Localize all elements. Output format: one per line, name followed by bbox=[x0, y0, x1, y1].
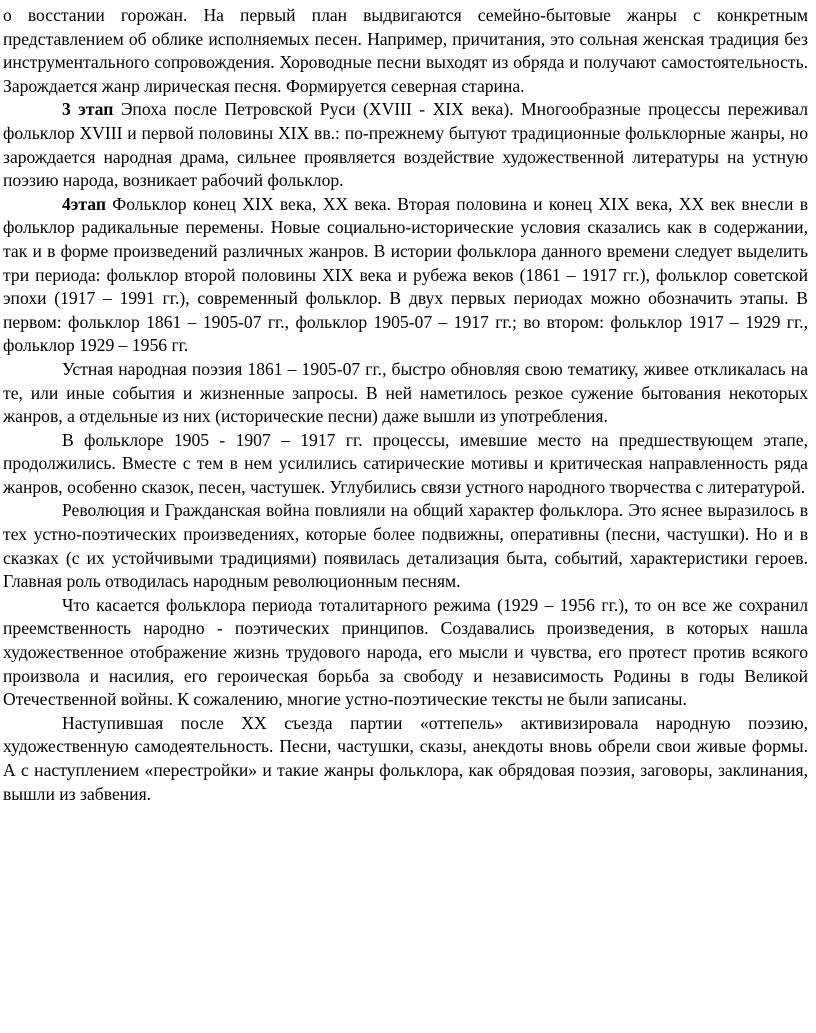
paragraph-stage-3 bbox=[3, 98, 808, 192]
stage-label: 4этап bbox=[62, 193, 106, 214]
paragraph-text: о восстании горожан. На первый план выдвигаются семейно-бытовые жанры с конкретным представлением об облике исполняемых песен. Например, причитания, это сольная женская традиция без инструментального сопровождения. Хороводные песни выходят из обряда и получают самостоятельность. Зарождается жанр лирическая песня. Формируется северная старина. bbox=[3, 5, 808, 96]
paragraph-text: Эпоха после Петровской Руси (XVIII - XIX века). Многообразные процессы переживал фольклор XVIII и первой половины XIX вв.: по-прежнему бытуют традиционные фольклорные жанры, но зарождается народная драма, сильнее проявляется воздействие художественной литературы на устную поэзию народа, возникает рабочий фольклор. bbox=[3, 99, 808, 191]
paragraph-thaw bbox=[3, 712, 808, 806]
paragraph-text: Что касается фольклора периода тоталитарного режима (1929 – 1956 гг.), то он все же сохранил преемственность народно - поэтических принципов. Создавались произведения, в которых нашла художественное отображение жизнь трудового народа, его мысли и чувства, его протест против всякого произвола и насилия, его героическая борьба за свободу и независимость Родины в годы Великой Отечественной войны. К сожалению, многие устно-поэтические тексты не были записаны. bbox=[3, 594, 808, 710]
paragraph-text: В фольклоре 1905 - 1907 – 1917 гг. процессы, имевшие место на предшествующем этапе, продолжились. Вместе с тем в нем усилились сатирические мотивы и критическая направленность ряда жанров, особенно сказок, песен, частушек. Углубились связи устного народного творчества с литературой. bbox=[3, 429, 808, 497]
stage-label: 3 этап bbox=[62, 99, 114, 120]
paragraph-totalitarian bbox=[3, 594, 808, 712]
paragraph-revolution bbox=[3, 499, 808, 593]
paragraph-oral-poetry bbox=[3, 358, 808, 429]
paragraph-text: Фольклор конец XIX века, XX века. Вторая половина и конец XIX века, XX век внесли в фольклор радикальные перемены. Новые социально-исторические условия сказались как в содержании, так и в форме произведений различных жанров. В истории фольклора данного времени следует выделить три периода: фольклор второй половины XIX века и рубежа веков (1861 – 1917 гг.), фольклор советской эпохи (1917 – 1991 гг.), современный фольклор. В двух первых периодах можно обозначить этапы. В первом: фольклор 1861 – 1905-07 гг., фольклор 1905-07 – 1917 гг.; во втором: фольклор 1917 – 1929 гг., фольклор 1929 – 1956 гг. bbox=[3, 193, 808, 356]
paragraph-text: Революция и Гражданская война повлияли на общий характер фольклора. Это яснее выразилось в тех устно-поэтических произведениях, которые более подвижны, оперативны (песни, частушки). Но и в сказках (с их устойчивыми традициями) появилась детализация быта, событий, характеристики героев. Главная роль отводилась народным революционным песням. bbox=[3, 500, 808, 592]
paragraph-text: Наступившая после XX съезда партии «оттепель» активизировала народную поэзию, художественную самодеятельность. Песни, частушки, сказы, анекдоты вновь обрели свои живые формы. А с наступлением «перестройки» и такие жанры фольклора, как обрядовая поэзия, заговоры, заклинания, вышли из забвения. bbox=[3, 712, 808, 804]
paragraph-continuation bbox=[3, 4, 808, 98]
paragraph-text: Устная народная поэзия 1861 – 1905-07 гг., быстро обновляя свою тематику, живее откликалась на те, или иные события и жизненные запросы. В ней наметилось резкое сужение бытования некоторых жанров, а отдельные из них (исторические песни) даже вышли из употребления. bbox=[3, 358, 808, 427]
paragraph-folklore-1905 bbox=[3, 429, 808, 500]
paragraph-stage-4 bbox=[3, 193, 808, 358]
